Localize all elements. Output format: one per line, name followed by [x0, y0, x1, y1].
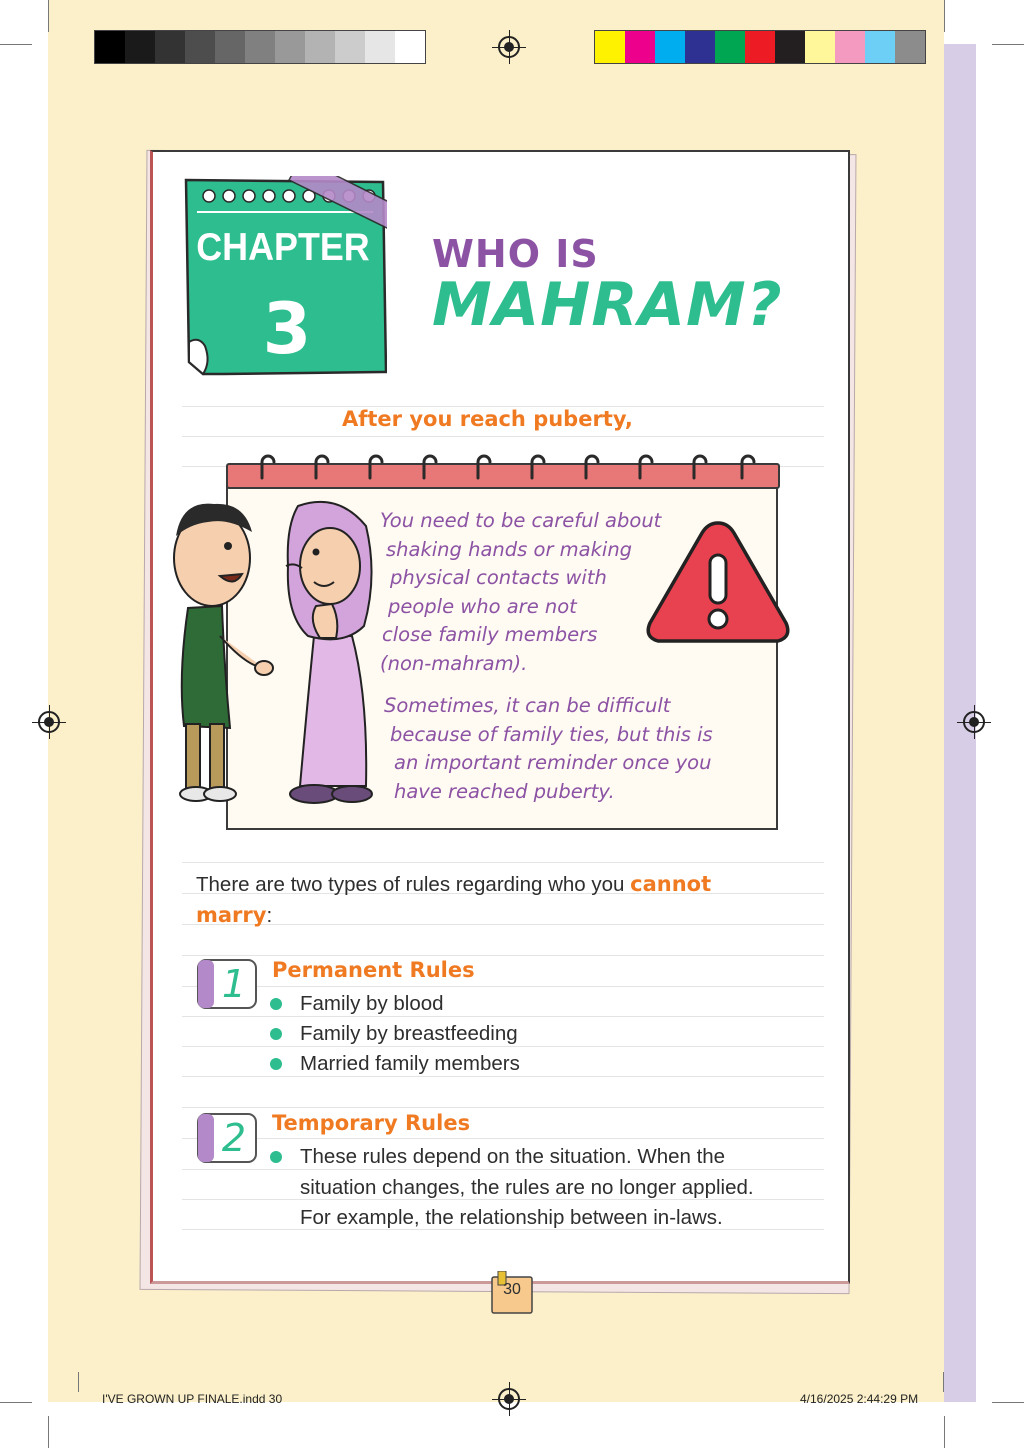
process-color-bar — [594, 30, 926, 64]
crop-mark — [78, 1372, 79, 1392]
color-swatch — [215, 31, 245, 63]
color-swatch — [775, 31, 805, 63]
slug-file-name: I'VE GROWN UP FINALE.indd 30 — [102, 1392, 283, 1406]
paragraph1-line: physical contacts with — [390, 566, 607, 589]
crop-mark — [992, 44, 1024, 45]
rule-1-heading: Permanent Rules — [272, 958, 475, 982]
paragraph1-line: You need to be careful about — [380, 509, 662, 532]
registration-mark-icon — [498, 1388, 520, 1410]
color-swatch — [895, 31, 925, 63]
color-swatch — [685, 31, 715, 63]
ruled-line — [182, 436, 824, 437]
rules-intro — [196, 869, 806, 931]
spiral-rings-icon — [248, 450, 768, 484]
registration-mark-icon — [498, 36, 520, 58]
color-swatch — [335, 31, 365, 63]
list-item: Married family members — [270, 1049, 520, 1080]
bullet-icon — [270, 1028, 282, 1040]
list-item: These rules depend on the situation. When the situation changes, the rules are no longer applied. For example, the relationship between in-laws. — [270, 1142, 754, 1234]
crop-mark — [944, 0, 945, 32]
rules-intro-emphasis-2: marry — [196, 903, 267, 927]
crop-mark — [0, 1402, 32, 1403]
rule-1-number: 1 — [221, 962, 247, 1006]
paragraph2-line: an important reminder once you — [394, 751, 712, 774]
title-line-2: MAHRAM? — [432, 270, 783, 340]
paragraph1-line: shaking hands or making — [386, 537, 633, 561]
title-line-1: WHO IS — [432, 232, 599, 276]
rule-2-number: 2 — [221, 1116, 247, 1160]
ruled-line — [182, 862, 824, 863]
color-swatch — [245, 31, 275, 63]
paragraph1-line: close family members — [382, 623, 598, 646]
bullet-icon — [270, 1151, 282, 1163]
rules-intro-emphasis-1: cannot — [630, 872, 712, 896]
crop-mark — [0, 44, 32, 45]
page-number: 30 — [503, 1281, 521, 1298]
chapter-number: 3 — [262, 288, 312, 370]
registration-mark-icon — [38, 711, 60, 733]
ruled-line — [182, 1138, 824, 1139]
color-swatch — [365, 31, 395, 63]
chapter-label: CHAPTER — [196, 226, 370, 269]
boy-and-girl-illustration — [168, 496, 378, 808]
color-swatch — [395, 31, 425, 63]
ruled-line — [182, 1107, 824, 1108]
color-swatch — [155, 31, 185, 63]
crop-mark — [992, 1402, 1024, 1403]
rule-2-heading: Temporary Rules — [272, 1111, 471, 1135]
subheading: After you reach puberty, — [342, 407, 633, 431]
bullet-icon — [270, 998, 282, 1010]
grayscale-color-bar — [94, 30, 426, 64]
paragraph2-line: Sometimes, it can be difficult — [384, 694, 671, 717]
paragraph2-line: have reached puberty. — [394, 779, 615, 803]
color-swatch — [625, 31, 655, 63]
color-swatch — [95, 31, 125, 63]
color-swatch — [835, 31, 865, 63]
warning-triangle-icon — [644, 517, 792, 649]
paragraph1-line: (non-mahram). — [380, 651, 528, 675]
color-swatch — [715, 31, 745, 63]
note-paragraph-1 — [380, 507, 661, 678]
color-swatch — [745, 31, 775, 63]
ruled-line — [182, 955, 824, 956]
crop-mark — [943, 1372, 944, 1392]
crop-mark — [48, 1416, 49, 1448]
paragraph2-line: because of family ties, but this is — [390, 722, 713, 746]
color-swatch — [305, 31, 335, 63]
color-swatch — [865, 31, 895, 63]
bullet-icon — [270, 1058, 282, 1070]
crop-mark — [944, 1416, 945, 1448]
rules-intro-colon: : — [266, 904, 273, 927]
color-swatch — [805, 31, 835, 63]
crop-mark — [48, 0, 49, 32]
note-paragraph-2 — [384, 692, 713, 806]
rules-intro-text: There are two types of rules regarding who you — [196, 873, 631, 896]
ruled-line — [182, 986, 824, 987]
list-item: Family by blood — [270, 989, 444, 1020]
slug-timestamp: 4/16/2025 2:44:29 PM — [800, 1392, 919, 1406]
color-swatch — [655, 31, 685, 63]
color-swatch — [595, 31, 625, 63]
color-swatch — [185, 31, 215, 63]
registration-mark-icon — [963, 711, 985, 733]
paragraph1-line: people who are not — [388, 594, 577, 618]
list-item: Family by breastfeeding — [270, 1019, 518, 1050]
color-swatch — [275, 31, 305, 63]
color-swatch — [125, 31, 155, 63]
